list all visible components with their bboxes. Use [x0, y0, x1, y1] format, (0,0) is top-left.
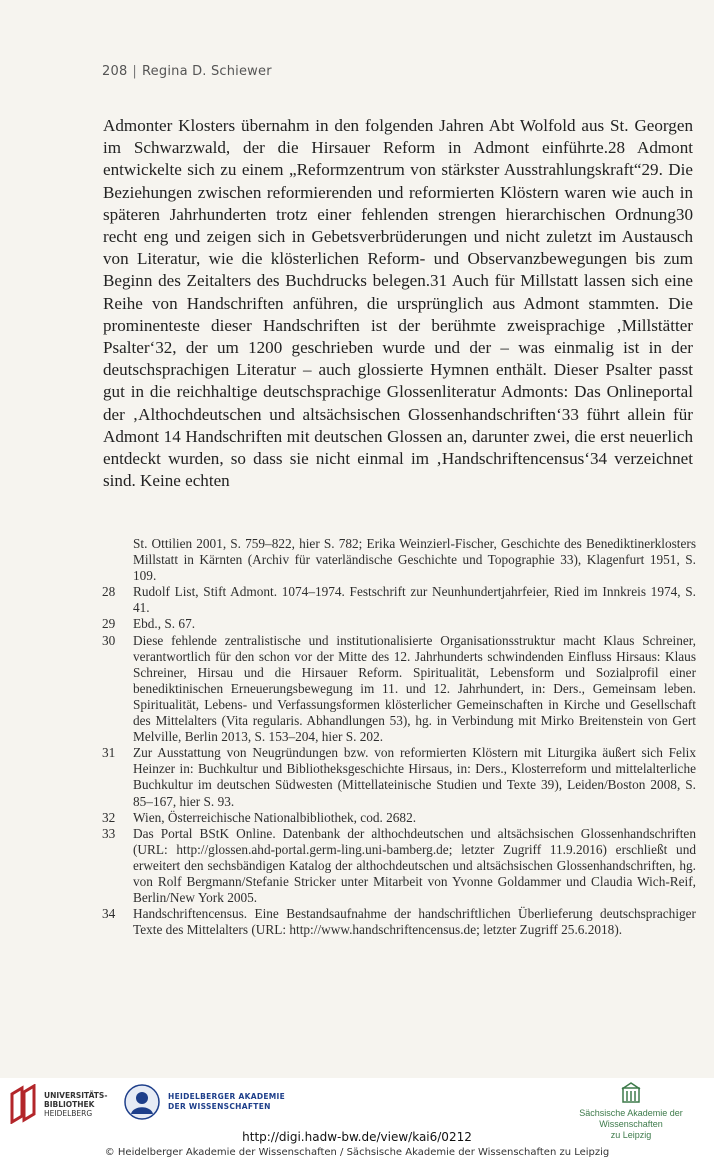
- footnote-number: 33: [102, 825, 116, 841]
- hadw-portrait-icon: [124, 1084, 160, 1120]
- ub-heidelberg-logo[interactable]: [8, 1084, 107, 1124]
- saw-logo-line2: zu Leipzig: [610, 1130, 652, 1140]
- footnote-text: Zur Ausstattung von Neugründungen bzw. von reformierten Klöstern mit Liturgika äußert sich Felix Heinzer in: Buchkultur und Bibliotheksgeschichte Hirsaus, in: Ders., Klosterreform und mittelalterliche Buchkultur im deutschen Südwesten (Mittellateinische Studien und Texte 39), Leiden/Boston 2008, S. 85–167, hier S. 93.: [133, 745, 696, 809]
- footnote-text: Rudolf List, Stift Admont. 1074–1974. Festschrift zur Neunhundertjahrfeier, Ried im Innkreis 1974, S. 41.: [133, 584, 696, 616]
- footnote-number: 31: [102, 745, 116, 761]
- footnote-34: [102, 906, 696, 938]
- footnote-number: 28: [102, 584, 116, 600]
- footnote-number: 32: [102, 809, 116, 825]
- author-name: Regina D. Schiewer: [142, 64, 272, 79]
- ub-logo-line3: HEIDELBERG: [44, 1108, 93, 1118]
- page-number: 208: [102, 64, 128, 79]
- hadw-logo-line2: DER WISSENSCHAFTEN: [168, 1102, 271, 1111]
- footnote-29: [102, 616, 696, 632]
- footnotes: [102, 536, 696, 938]
- body-paragraph: Admonter Klosters übernahm in den folgenden Jahren Abt Wolfold aus St. Georgen im Schwarzwald, der die Hirsauer Reform in Admont einführte.28 Admont entwickelte sich zu einem „Reformzentrum von stärkster Ausstrahlungskraft“29. Die Beziehungen zwischen reformierenden und reformierten Klöstern waren wie auch in späteren Jahrhunderten trotz einer fehlenden strengen hierarchischen Ordnung30 recht eng und zeigen sich in Gebetsverbrüderungen und nicht zuletzt im Austausch von Literatur, wie die klösterlichen Reform- und Observanzbewegungen bis zum Beginn des Zeitalters des Buchdrucks belegen.31 Auch für Millstatt lassen sich eine Reihe von Handschriften anführen, die ursprünglich aus Admont stammten. Die prominenteste dieser Handschriften ist der berühmte zweisprachige ‚Millstätter Psalter‘32, der um 1200 geschrieben wurde und der – was einmalig ist in der deutschsprachigen Literatur – auch glossierte Hymnen enthält. Dieser Psalter passt gut in die reichhaltige deutschsprachige Glossenliteratur Admonts: Das Onlineportal der ‚Althochdeutschen und altsächsischen Glossenhandschriften‘33 führt allein für Admont 14 Handschriften mit deutschen Glossen an, darunter zwei, die erst neuerlich entdeckt wurden, so dass sie nicht einmal im ‚Handschriftencensus‘34 verzeichnet sind. Keine echten: [103, 116, 693, 491]
- saw-building-icon: [621, 1082, 641, 1104]
- hadw-logo-line1: HEIDELBERGER AKADEMIE: [168, 1092, 286, 1101]
- footnote-text: Ebd., S. 67.: [133, 616, 196, 632]
- ub-logo-icon: [8, 1084, 40, 1124]
- footnote-text: Das Portal BStK Online. Datenbank der althochdeutschen und altsächsischen Glossenhandschriften (URL: http://glossen.ahd-portal.germ-ling.uni-bamberg.de; letzter Zugriff 11.9.2016) erschließt und erweitert den sechsbändigen Katalog der althochdeutschen und altsächsischen Glossenhandschriften, hg. von Rolf Bergmann/Stefanie Stricker unter Mitarbeit von Yvonne Goldammer und Claudia Wich-Reif, Berlin/New York 2005.: [133, 825, 696, 906]
- permalink-url[interactable]: http://digi.hadw-bw.de/view/kai6/0212: [242, 1130, 472, 1144]
- footnote-continuation: St. Ottilien 2001, S. 759–822, hier S. 782; Erika Weinzierl-Fischer, Geschichte des Benediktinerklosters Millstatt in Kärnten (Archiv für vaterländische Geschichte und Topographie 33), Klagenfurt 1951, S. 109.: [133, 536, 696, 584]
- footnote-28: [102, 584, 696, 616]
- body-text: [103, 115, 693, 492]
- footnote-text: Diese fehlende zentralistische und institutionalisierte Organisationsstruktur macht Klaus Schreiner, verantwortlich für den schon vor der Mitte des 12. Jahrhunderts schwindenden Einfluss Hirsaus: Klaus Schreiner, Hirsau und die Hirsauer Reform. Spiritualität, Lebensform und Sozialprofil einer benediktinischen Erneuerungsbewegung im 11. und 12. Jahrhundert, in: Ders., Gemeinsam leben. Spiritualität, Lebens- und Verfassungsformen klösterlicher Gemeinschaften in Kirche und Gesellschaft des Mittelalters (Vita regularis. Abhandlungen 53), hg. in Verbindung mit Mirko Breitenstein von Gert Melville, Berlin 2013, S. 153–204, hier S. 202.: [133, 632, 696, 745]
- ub-logo-line1: UNIVERSITÄTS-: [44, 1090, 108, 1100]
- footnote-text: Handschriftencensus. Eine Bestandsaufnahme der handschriftlichen Überlieferung deutschsprachiger Texte des Mittelalters (URL: http://www.handschriftencensus.de; letzter Zugriff 25.6.2018).: [133, 906, 696, 938]
- copyright-notice: © Heidelberger Akademie der Wissenschaften / Sächsische Akademie der Wissenschaften zu Leipzig: [104, 1147, 610, 1158]
- footnote-number: 34: [102, 906, 116, 922]
- footnote-number: 30: [102, 632, 116, 648]
- footnote-33: [102, 826, 696, 906]
- running-head-separator: |: [132, 64, 138, 79]
- running-head: [102, 64, 272, 79]
- footnote-text: Wien, Österreichische Nationalbibliothek, cod. 2682.: [133, 809, 417, 825]
- footnote-31: [102, 745, 696, 809]
- viewer-footer: [0, 1078, 714, 1164]
- footnote-number: 29: [102, 616, 116, 632]
- saw-logo-line1: Sächsische Akademie der Wissenschaften: [579, 1108, 683, 1129]
- footnote-30: [102, 633, 696, 746]
- footnote-32: [102, 810, 696, 826]
- hadw-logo[interactable]: [124, 1084, 285, 1120]
- ub-logo-line2: BIBLIOTHEK: [44, 1099, 95, 1109]
